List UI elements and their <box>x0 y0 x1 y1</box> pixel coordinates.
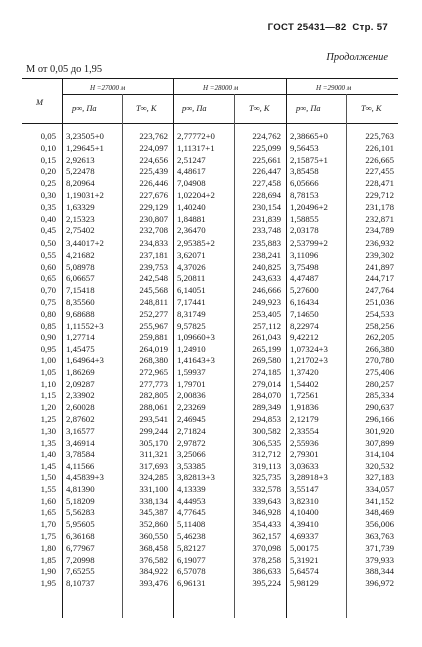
temperature-cell: 334,057 <box>365 483 394 494</box>
column-header-temperature: T∞, К <box>361 104 382 113</box>
pressure-cell: 5,64574 <box>290 566 319 577</box>
pressure-cell: 4,21682 <box>66 249 95 260</box>
pressure-cell: 3,25066 <box>177 449 206 460</box>
temperature-cell: 225,661 <box>252 154 281 165</box>
pressure-cell: 1,21702+3 <box>290 355 328 365</box>
temperature-cell: 251,036 <box>365 297 394 307</box>
mach-cell: 1,95 <box>40 578 56 589</box>
pressure-cell: 6,57078 <box>177 566 206 577</box>
temperature-cell: 249,923 <box>252 297 281 307</box>
pressure-cell: 3,11096 <box>290 249 319 260</box>
mach-cell: 0,20 <box>40 166 56 177</box>
pressure-cell: 8,20964 <box>66 178 95 189</box>
mach-cell: 1,30 <box>40 425 56 436</box>
temperature-cell: 320,532 <box>365 461 394 472</box>
temperature-cell: 285,334 <box>365 390 394 401</box>
temperature-cell: 244,717 <box>365 273 394 284</box>
page-header <box>268 22 388 33</box>
temperature-cell: 319,113 <box>252 461 281 472</box>
pressure-cell: 1,91836 <box>290 402 319 413</box>
temperature-cell: 257,112 <box>252 320 281 331</box>
temperature-cell: 224,097 <box>139 142 168 153</box>
temperature-cell: 393,476 <box>139 578 168 589</box>
pressure-cell: 3,53385 <box>177 461 206 472</box>
mach-cell: 0,85 <box>40 320 56 331</box>
mach-cell: 0,45 <box>40 225 56 236</box>
pressure-cell: 2,33902 <box>66 390 95 401</box>
temperature-cell: 252,277 <box>139 308 168 319</box>
column-header-temperature: T∞, К <box>136 104 157 113</box>
temperature-cell: 234,789 <box>365 225 394 236</box>
pressure-cell: 4,10400 <box>290 507 319 518</box>
column-rule <box>62 78 63 618</box>
pressure-cell: 1,19031+2 <box>66 190 104 200</box>
temperature-cell: 368,458 <box>139 542 168 553</box>
temperature-cell: 235,883 <box>252 238 281 248</box>
temperature-cell: 253,405 <box>252 308 281 319</box>
pressure-cell: 1,58855 <box>290 213 319 224</box>
pressure-cell: 5,31921 <box>290 554 319 565</box>
temperature-cell: 325,735 <box>252 472 281 482</box>
pressure-cell: 3,78584 <box>66 449 95 460</box>
mach-cell: 0,60 <box>40 261 56 272</box>
pressure-cell: 3,46914 <box>66 437 95 448</box>
pressure-cell: 7,04908 <box>177 178 206 189</box>
pressure-cell: 6,06657 <box>66 273 95 284</box>
pressure-cell: 1,59937 <box>177 366 206 377</box>
pressure-cell: 5,27600 <box>290 285 319 296</box>
temperature-cell: 268,380 <box>139 355 168 365</box>
temperature-cell: 386,633 <box>252 566 281 577</box>
mach-cell: 1,45 <box>40 461 56 472</box>
pressure-cell: 4,69337 <box>290 531 319 541</box>
mach-cell: 0,15 <box>40 154 56 165</box>
temperature-cell: 233,748 <box>252 225 281 236</box>
temperature-cell: 225,763 <box>365 131 394 141</box>
pressure-cell: 5,82127 <box>177 542 206 553</box>
temperature-cell: 324,285 <box>139 472 168 482</box>
temperature-cell: 228,471 <box>365 178 394 189</box>
pressure-cell: 2,55936 <box>290 437 319 448</box>
pressure-cell: 3,23505+0 <box>66 131 104 141</box>
pressure-cell: 2,77772+0 <box>177 131 215 141</box>
pressure-cell: 5,20811 <box>177 273 206 284</box>
temperature-cell: 300,582 <box>252 425 281 436</box>
temperature-cell: 345,387 <box>139 507 168 518</box>
temperature-cell: 226,665 <box>365 154 394 165</box>
pressure-cell: 1,54402 <box>290 378 319 389</box>
group-header-h29000: H =29000 м <box>316 84 352 92</box>
pressure-cell: 3,82813+3 <box>177 472 215 482</box>
temperature-cell: 228,694 <box>252 190 281 200</box>
column-rule <box>173 78 174 618</box>
temperature-cell: 293,541 <box>139 414 168 424</box>
pressure-cell: 5,95605 <box>66 519 95 530</box>
temperature-cell: 224,656 <box>139 154 168 165</box>
pressure-cell: 4,13339 <box>177 483 206 494</box>
pressure-cell: 4,37026 <box>177 261 206 272</box>
pressure-cell: 1,27714 <box>66 332 95 343</box>
mach-cell: 0,40 <box>40 213 56 224</box>
mach-cell: 1,90 <box>40 566 56 577</box>
temperature-cell: 230,807 <box>139 213 168 224</box>
pressure-cell: 2,79301 <box>290 449 319 460</box>
temperature-cell: 248,811 <box>139 297 168 307</box>
pressure-cell: 1,63329 <box>66 201 95 212</box>
temperature-cell: 314,104 <box>365 449 394 460</box>
temperature-cell: 354,433 <box>252 519 281 530</box>
mach-cell: 1,25 <box>40 414 56 424</box>
pressure-cell: 3,55147 <box>290 483 319 494</box>
temperature-cell: 266,380 <box>365 344 394 355</box>
pressure-cell: 1,29645+1 <box>66 142 104 153</box>
pressure-cell: 2,60028 <box>66 402 95 413</box>
temperature-cell: 258,256 <box>365 320 394 331</box>
pressure-cell: 8,35560 <box>66 297 95 307</box>
pressure-cell: 1,09660+3 <box>177 332 215 343</box>
mach-cell: 0,35 <box>40 201 56 212</box>
pressure-cell: 4,45839+3 <box>66 472 104 482</box>
pressure-cell: 1,20496+2 <box>290 201 328 212</box>
mach-cell: 0,80 <box>40 308 56 319</box>
pressure-cell: 5,46238 <box>177 531 206 541</box>
temperature-cell: 232,871 <box>365 213 394 224</box>
temperature-cell: 301,920 <box>365 425 394 436</box>
pressure-cell: 8,22974 <box>290 320 319 331</box>
mach-cell: 0,95 <box>40 344 56 355</box>
group-header-h28000: H =28000 м <box>203 84 239 92</box>
temperature-cell: 230,154 <box>252 201 281 212</box>
temperature-cell: 223,762 <box>139 131 168 141</box>
pressure-cell: 7,17441 <box>177 297 206 307</box>
pressure-cell: 5,98129 <box>290 578 319 589</box>
pressure-cell: 1,72561 <box>290 390 319 401</box>
pressure-cell: 2,53799+2 <box>290 238 328 248</box>
temperature-cell: 356,006 <box>365 519 394 530</box>
pressure-cell: 2,09287 <box>66 378 95 389</box>
mach-cell: 0,25 <box>40 178 56 189</box>
temperature-cell: 227,676 <box>139 190 168 200</box>
temperature-cell: 305,170 <box>139 437 168 448</box>
temperature-cell: 371,739 <box>365 542 394 553</box>
temperature-cell: 279,014 <box>252 378 281 389</box>
pressure-cell: 4,48617 <box>177 166 206 177</box>
temperature-cell: 238,241 <box>252 249 281 260</box>
temperature-cell: 289,349 <box>252 402 281 413</box>
standard-number: ГОСТ 25431—82 <box>267 22 347 33</box>
pressure-cell: 8,31749 <box>177 308 206 319</box>
pressure-cell: 2,23269 <box>177 402 206 413</box>
temperature-cell: 299,244 <box>139 425 168 436</box>
pressure-cell: 1,02204+2 <box>177 190 215 200</box>
column-header-pressure: p∞, Па <box>296 104 321 113</box>
temperature-cell: 245,568 <box>139 285 168 296</box>
temperature-cell: 272,965 <box>139 366 168 377</box>
temperature-cell: 240,825 <box>252 261 281 272</box>
pressure-cell: 7,65255 <box>66 566 95 577</box>
pressure-cell: 2,75402 <box>66 225 95 236</box>
temperature-cell: 226,446 <box>139 178 168 189</box>
temperature-cell: 225,099 <box>252 142 281 153</box>
temperature-cell: 294,853 <box>252 414 281 424</box>
temperature-cell: 339,643 <box>252 495 281 506</box>
temperature-cell: 243,633 <box>252 273 281 284</box>
temperature-cell: 311,321 <box>139 449 168 460</box>
temperature-cell: 379,933 <box>365 554 394 565</box>
temperature-cell: 396,972 <box>365 578 394 589</box>
mach-cell: 1,20 <box>40 402 56 413</box>
temperature-cell: 231,178 <box>365 201 394 212</box>
temperature-cell: 225,439 <box>139 166 168 177</box>
pressure-cell: 1,79701 <box>177 378 206 389</box>
mach-cell: 0,50 <box>40 238 56 248</box>
temperature-cell: 232,708 <box>139 225 168 236</box>
temperature-cell: 264,019 <box>139 344 168 355</box>
temperature-cell: 307,899 <box>365 437 394 448</box>
column-header-temperature: T∞, К <box>249 104 270 113</box>
pressure-cell: 2,51247 <box>177 154 206 165</box>
temperature-cell: 378,258 <box>252 554 281 565</box>
temperature-cell: 284,070 <box>252 390 281 401</box>
temperature-cell: 280,257 <box>365 378 394 389</box>
pressure-cell: 2,46945 <box>177 414 206 424</box>
mach-cell: 1,70 <box>40 519 56 530</box>
pressure-cell: 6,16434 <box>290 297 319 307</box>
mach-cell: 0,70 <box>40 285 56 296</box>
pressure-cell: 3,62071 <box>177 249 206 260</box>
group-header-rule <box>62 94 398 95</box>
pressure-cell: 5,08978 <box>66 261 95 272</box>
mach-cell: 1,60 <box>40 495 56 506</box>
pressure-cell: 8,10737 <box>66 578 95 589</box>
temperature-cell: 229,129 <box>139 201 168 212</box>
pressure-cell: 2,15875+1 <box>290 154 328 165</box>
column-header-pressure: p∞, Па <box>72 104 97 113</box>
temperature-cell: 261,043 <box>252 332 281 343</box>
temperature-cell: 290,637 <box>365 402 394 413</box>
pressure-cell: 6,36168 <box>66 531 95 541</box>
temperature-cell: 262,205 <box>365 332 394 343</box>
temperature-cell: 317,693 <box>139 461 168 472</box>
temperature-cell: 341,152 <box>365 495 394 506</box>
pressure-cell: 2,71824 <box>177 425 206 436</box>
pressure-cell: 4,47487 <box>290 273 319 284</box>
pressure-cell: 9,56453 <box>290 142 319 153</box>
page-number: Стр. 57 <box>352 22 388 33</box>
mach-cell: 1,15 <box>40 390 56 401</box>
mach-cell: 0,90 <box>40 332 56 343</box>
mach-cell: 1,50 <box>40 472 56 482</box>
pressure-cell: 4,11566 <box>66 461 95 472</box>
temperature-cell: 332,578 <box>252 483 281 494</box>
temperature-cell: 376,582 <box>139 554 168 565</box>
mach-cell: 1,75 <box>40 531 56 541</box>
pressure-cell: 3,44017+2 <box>66 238 104 248</box>
temperature-cell: 259,881 <box>139 332 168 343</box>
pressure-cell: 2,97872 <box>177 437 206 448</box>
temperature-cell: 254,533 <box>365 308 394 319</box>
pressure-cell: 2,03178 <box>290 225 319 236</box>
mach-cell: 1,85 <box>40 554 56 565</box>
pressure-cell: 4,77645 <box>177 507 206 518</box>
temperature-cell: 239,302 <box>365 249 394 260</box>
mach-cell: 1,05 <box>40 366 56 377</box>
temperature-cell: 269,580 <box>252 355 281 365</box>
pressure-cell: 5,56283 <box>66 507 95 518</box>
pressure-cell: 3,75498 <box>290 261 319 272</box>
mach-range-label: М от 0,05 до 1,95 <box>26 64 103 75</box>
temperature-cell: 352,860 <box>139 519 168 530</box>
pressure-cell: 5,11408 <box>177 519 206 530</box>
temperature-cell: 242,548 <box>139 273 168 284</box>
temperature-cell: 255,967 <box>139 320 168 331</box>
temperature-cell: 384,922 <box>139 566 168 577</box>
pressure-cell: 2,92613 <box>66 154 95 165</box>
pressure-cell: 1,37420 <box>290 366 319 377</box>
pressure-cell: 9,57825 <box>177 320 206 331</box>
temperature-cell: 275,406 <box>365 366 394 377</box>
pressure-cell: 4,39410 <box>290 519 319 530</box>
pressure-cell: 6,19077 <box>177 554 206 565</box>
pressure-cell: 1,07324+3 <box>290 344 328 355</box>
temperature-cell: 338,134 <box>139 495 168 506</box>
pressure-cell: 8,78153 <box>290 190 319 200</box>
mach-cell: 1,00 <box>40 355 56 365</box>
mach-cell: 0,30 <box>40 190 56 200</box>
mach-cell: 1,40 <box>40 449 56 460</box>
temperature-cell: 346,928 <box>252 507 281 518</box>
column-header-pressure: p∞, Па <box>182 104 207 113</box>
temperature-cell: 236,932 <box>365 238 394 248</box>
mach-cell: 0,75 <box>40 297 56 307</box>
pressure-cell: 2,87602 <box>66 414 95 424</box>
pressure-cell: 3,82310 <box>290 495 319 506</box>
pressure-cell: 2,36470 <box>177 225 206 236</box>
temperature-cell: 241,897 <box>365 261 394 272</box>
temperature-cell: 312,712 <box>252 449 281 460</box>
temperature-cell: 395,224 <box>252 578 281 589</box>
pressure-cell: 2,12179 <box>290 414 319 424</box>
temperature-cell: 360,550 <box>139 531 168 541</box>
pressure-cell: 1,40240 <box>177 201 206 212</box>
pressure-cell: 3,03633 <box>290 461 319 472</box>
temperature-cell: 296,166 <box>365 414 394 424</box>
temperature-cell: 370,098 <box>252 542 281 553</box>
pressure-cell: 2,00836 <box>177 390 206 401</box>
column-rule <box>286 78 287 618</box>
group-header-h27000: H =27000 м <box>90 84 126 92</box>
mach-cell: 1,80 <box>40 542 56 553</box>
temperature-cell: 239,753 <box>139 261 168 272</box>
pressure-cell: 6,05666 <box>290 178 319 189</box>
table-header-bottom-rule <box>22 123 398 124</box>
temperature-cell: 288,061 <box>139 402 168 413</box>
temperature-cell: 362,157 <box>252 531 281 541</box>
temperature-cell: 348,469 <box>365 507 394 518</box>
pressure-cell: 5,22478 <box>66 166 95 177</box>
temperature-cell: 270,780 <box>365 355 394 365</box>
temperature-cell: 226,101 <box>365 142 394 153</box>
temperature-cell: 265,199 <box>252 344 281 355</box>
temperature-cell: 234,833 <box>139 238 168 248</box>
pressure-cell: 5,00175 <box>290 542 319 553</box>
temperature-cell: 227,455 <box>365 166 394 177</box>
pressure-cell: 3,28918+3 <box>290 472 328 482</box>
pressure-cell: 9,68688 <box>66 308 95 319</box>
temperature-cell: 274,185 <box>252 366 281 377</box>
pressure-cell: 6,14051 <box>177 285 206 296</box>
temperature-cell: 226,447 <box>252 166 281 177</box>
temperature-cell: 247,764 <box>365 285 394 296</box>
pressure-cell: 3,16577 <box>66 425 95 436</box>
mach-cell: 0,05 <box>40 131 56 141</box>
mach-cell: 1,35 <box>40 437 56 448</box>
temperature-cell: 231,839 <box>252 213 281 224</box>
pressure-cell: 6,96131 <box>177 578 206 589</box>
temperature-cell: 331,100 <box>139 483 168 494</box>
mach-cell: 1,55 <box>40 483 56 494</box>
pressure-cell: 2,95385+2 <box>177 238 215 248</box>
pressure-cell: 2,33554 <box>290 425 319 436</box>
pressure-cell: 7,15418 <box>66 285 95 296</box>
temperature-cell: 246,666 <box>252 285 281 296</box>
temperature-cell: 227,458 <box>252 178 281 189</box>
pressure-cell: 1,24910 <box>177 344 206 355</box>
temperature-cell: 237,181 <box>139 249 168 260</box>
pressure-cell: 2,38665+0 <box>290 131 328 141</box>
pressure-cell: 4,44953 <box>177 495 206 506</box>
temperature-cell: 327,183 <box>365 472 394 482</box>
pressure-cell: 2,15323 <box>66 213 95 224</box>
pressure-cell: 7,20998 <box>66 554 95 565</box>
mach-cell: 1,10 <box>40 378 56 389</box>
temperature-cell: 306,535 <box>252 437 281 448</box>
pressure-cell: 1,11552+3 <box>66 320 104 331</box>
pressure-cell: 1,86269 <box>66 366 95 377</box>
temperature-cell: 282,805 <box>139 390 168 401</box>
mach-cell: 0,65 <box>40 273 56 284</box>
pressure-cell: 3,85458 <box>290 166 319 177</box>
temperature-cell: 224,762 <box>252 131 281 141</box>
temperature-cell: 229,712 <box>365 190 394 200</box>
pressure-cell: 1,11317+1 <box>177 142 215 153</box>
pressure-cell: 9,42212 <box>290 332 319 343</box>
temperature-cell: 277,773 <box>139 378 168 389</box>
pressure-cell: 5,18209 <box>66 495 95 506</box>
pressure-cell: 4,81390 <box>66 483 95 494</box>
pressure-cell: 1,64964+3 <box>66 355 104 365</box>
mach-cell: 0,10 <box>40 142 56 153</box>
mach-cell: 1,65 <box>40 507 56 518</box>
table-top-rule <box>22 78 398 79</box>
temperature-cell: 363,763 <box>365 531 394 541</box>
pressure-cell: 1,45475 <box>66 344 95 355</box>
column-header-m: М <box>36 98 43 107</box>
continuation-label: Продолжение <box>326 52 388 63</box>
temperature-cell: 388,344 <box>365 566 394 577</box>
pressure-cell: 1,41643+3 <box>177 355 215 365</box>
pressure-cell: 6,77967 <box>66 542 95 553</box>
mach-cell: 0,55 <box>40 249 56 260</box>
pressure-cell: 7,14650 <box>290 308 319 319</box>
pressure-cell: 1,84881 <box>177 213 206 224</box>
